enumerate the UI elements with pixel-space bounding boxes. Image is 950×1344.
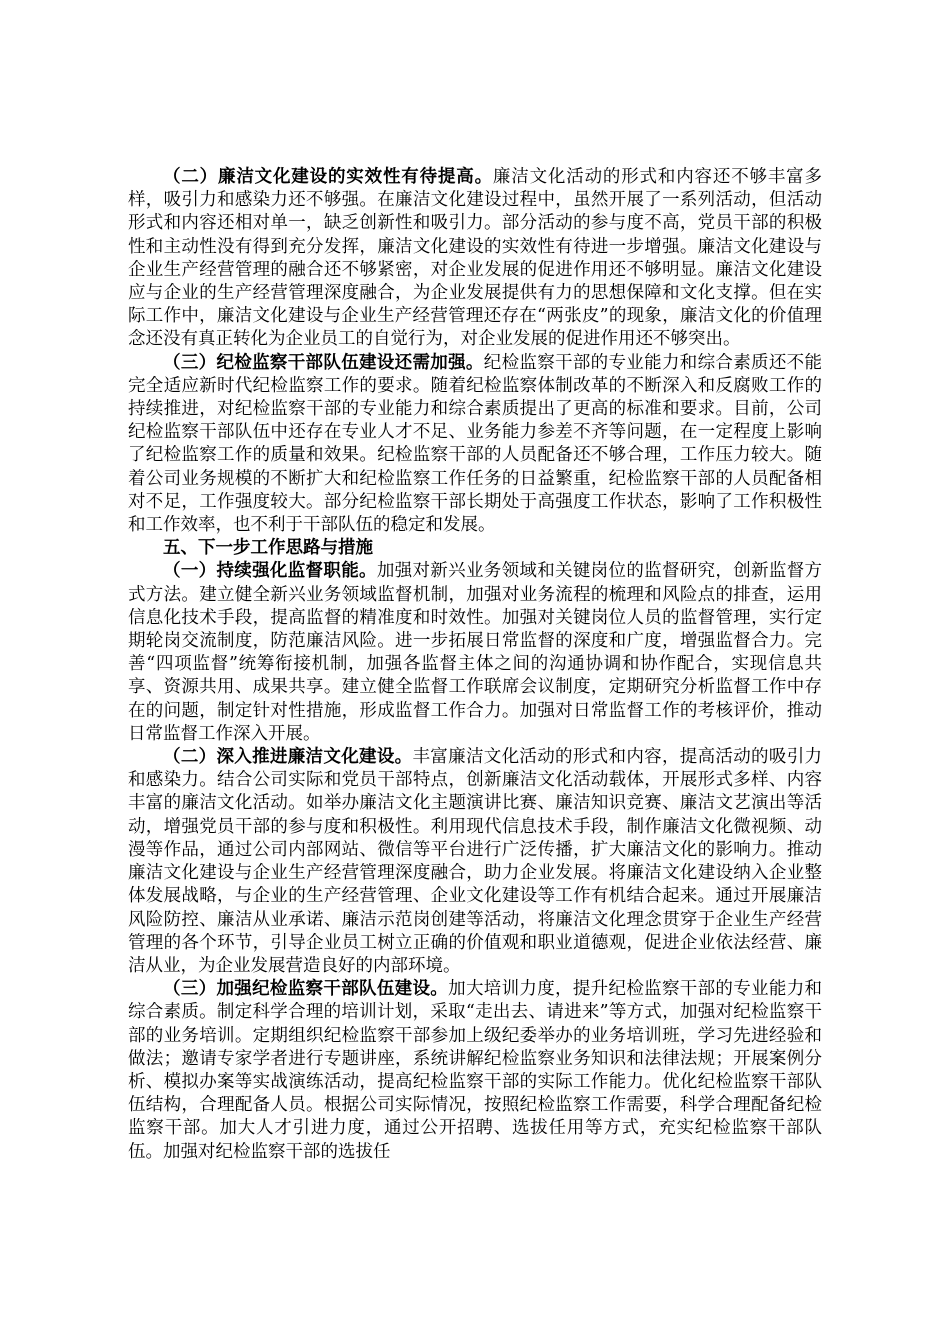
paragraph-lead: （二）深入推进廉洁文化建设。 <box>163 747 413 768</box>
paragraph-effectiveness <box>128 166 822 352</box>
paragraph-lead: （三）加强纪检监察干部队伍建设。 <box>163 979 449 1000</box>
paragraph-supervision <box>128 560 822 746</box>
paragraph-team-building <box>128 352 822 538</box>
paragraph-text: 加强对新兴业务领域和关键岗位的监督研究，创新监督方式方法。建立健全新兴业务领域监督机制，加强对业务流程的梳理和风险点的排查，运用信息化技术手段，提高监督的精准度和时效性。加强对关键岗位人员的监督管理，实行定期轮岗交流制度，防范廉洁风险。进一步拓展日常监督的深度和广度，增强监督合力。完善“四项监督”统筹衔接机制，加强各监督主体之间的沟通协调和协作配合，实现信息共享、资源共用、成果共享。建立健全监督工作联席会议制度，定期研究分析监督工作中存在的问题，制定针对性措施，形成监督工作合力。加强对日常监督工作的考核评价，推动日常监督工作深入开展。 <box>128 561 823 744</box>
paragraph-text: 丰富廉洁文化活动的形式和内容，提高活动的吸引力和感染力。结合公司实际和党员干部特点，创新廉洁文化活动载体，开展形式多样、内容丰富的廉洁文化活动。如举办廉洁文化主题演讲比赛、廉洁知识竞赛、廉洁文艺演出等活动，增强党员干部的参与度和积极性。利用现代信息技术手段，制作廉洁文化微视频、动漫等作品，通过公司内部网站、微信等平台进行广泛传播，扩大廉洁文化的影响力。推动廉洁文化建设与企业生产经营管理深度融合，助力企业发展。将廉洁文化建设纳入企业整体发展战略，与企业的生产经营管理、企业文化建设等工作有机结合起来。通过开展廉洁风险防控、廉洁从业承诺、廉洁示范岗创建等活动，将廉洁文化理念贯穿于企业生产经营管理的各个环节，引导企业员工树立正确的价值观和职业道德观，促进企业依法经营、廉洁从业，为企业发展营造良好的内部环境。 <box>128 747 823 976</box>
paragraph-text: 廉洁文化活动的形式和内容还不够丰富多样，吸引力和感染力还不够强。在廉洁文化建设过程中，虽然开展了一系列活动，但活动形式和内容还相对单一，缺乏创新性和吸引力。部分活动的参与度不高，党员干部的积极性和主动性没有得到充分发挥，廉洁文化建设的实效性有待进一步增强。廉洁文化建设与企业生产经营管理的融合还不够紧密，对企业发展的促进作用还不够明显。廉洁文化建设应与企业的生产经营管理深度融合，为企业发展提供有力的思想保障和文化支撑。但在实际工作中，廉洁文化建设与企业生产经营管理还存在“两张皮”的现象，廉洁文化的价值理念还没有真正转化为企业员工的自觉行为，对企业发展的促进作用还不够突出。 <box>128 167 823 350</box>
paragraph-text: 纪检监察干部的专业能力和综合素质还不能完全适应新时代纪检监察工作的要求。随着纪检监察体制改革的不断深入和反腐败工作的持续推进，对纪检监察干部的专业能力和综合素质提出了更高的标准和要求。目前，公司纪检监察干部队伍中还存在专业人才不足、业务能力参差不齐等问题，在一定程度上影响了纪检监察工作的质量和效果。纪检监察干部的人员配备还不够合理，工作压力较大。随着公司业务规模的不断扩大和纪检监察工作任务的日益繁重，纪检监察干部的人员配备相对不足，工作强度较大。部分纪检监察干部长期处于高强度工作状态，影响了工作积极性和工作效率，也不利于干部队伍的稳定和发展。 <box>128 352 822 536</box>
section-heading: 五、下一步工作思路与措施 <box>163 538 373 559</box>
paragraph-lead: （二）廉洁文化建设的实效性有待提高。 <box>163 167 493 187</box>
paragraph-integrity-culture <box>128 746 822 978</box>
paragraph-cadre-team <box>128 978 822 1164</box>
paragraph-lead: （三）纪检监察干部队伍建设还需加强。 <box>163 352 484 373</box>
document-body <box>128 166 822 1164</box>
paragraph-lead: （一）持续强化监督职能。 <box>163 561 377 582</box>
paragraph-text: 加大培训力度，提升纪检监察干部的专业能力和综合素质。制定科学合理的培训计划，采取“走出去、请进来”等方式，加强对纪检监察干部的业务培训。定期组织纪检监察干部参加上级纪委举办的业务培训班，学习先进经验和做法；邀请专家学者进行专题讲座，系统讲解纪检监察业务知识和法律法规；开展案例分析、模拟办案等实战演练活动，提高纪检监察干部的实际工作能力。优化纪检监察干部队伍结构，合理配备人员。根据公司实际情况，按照纪检监察工作需要，科学合理配备纪检监察干部。加大人才引进力度，通过公开招聘、选拔任用等方式，充实纪检监察干部队伍。加强对纪检监察干部的选拔任 <box>128 979 823 1162</box>
